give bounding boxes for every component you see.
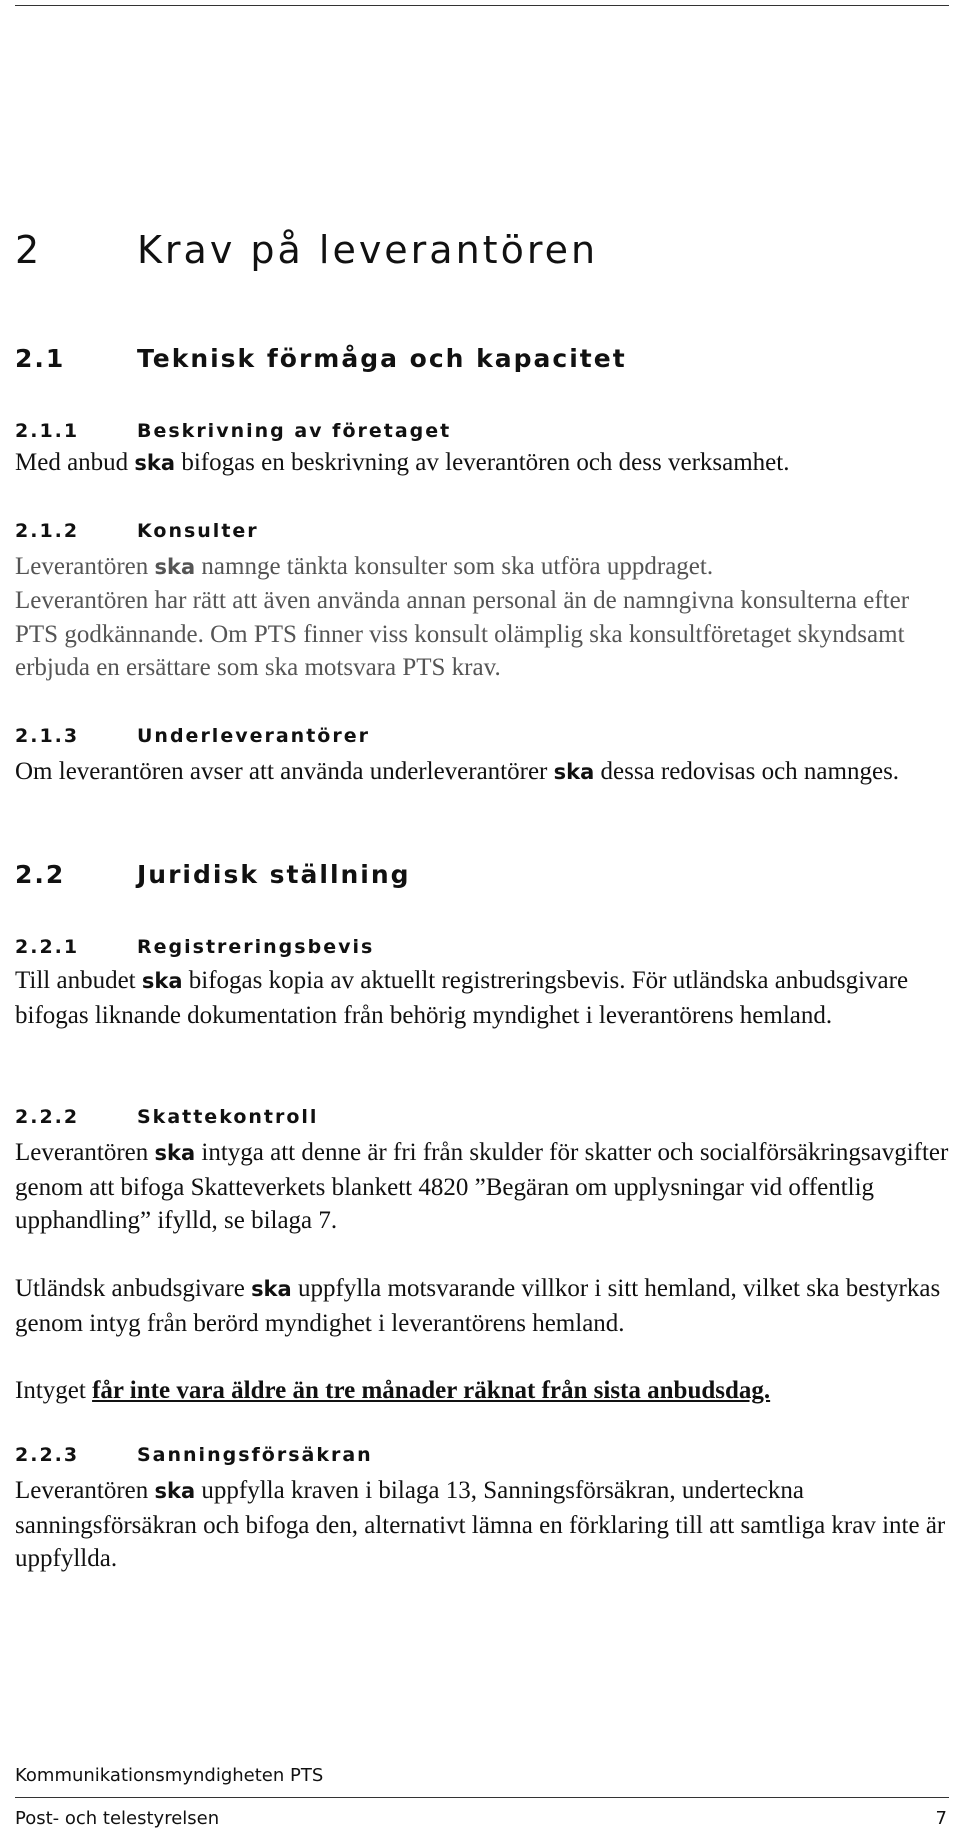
section-heading-2-1 [15, 344, 627, 373]
section-title: Juridisk ställning [137, 860, 411, 889]
chapter-heading [15, 228, 598, 272]
top-rule [15, 5, 949, 6]
footer-rule [15, 1797, 949, 1798]
paragraph-2-1-1: Med anbud ska bifogas en beskrivning av leverantören och dess verksamhet. [15, 449, 790, 476]
subsection-title: Sanningsförsäkran [137, 1444, 373, 1466]
subsection-heading-2-2-2 [15, 1106, 318, 1128]
paragraph-2-1-2-a: Leverantören ska namnge tänkta konsulter som ska utföra uppdraget. [15, 553, 714, 580]
subsection-number: 2.1.2 [15, 520, 80, 542]
paragraph-2-2-2-b: Utländsk anbudsgivare ska uppfylla motsvarande villkor i sitt hemland, vilket ska bestyrkas genom intyg från berörd myndighet i leverantörens hemland. [15, 1275, 941, 1337]
footer-organization: Kommunikationsmyndigheten PTS [15, 1765, 324, 1786]
subsection-number: 2.2.2 [15, 1106, 80, 1128]
subsection-title: Skattekontroll [137, 1106, 319, 1128]
paragraph-2-1-3: Om leverantören avser att använda underleverantörer ska dessa redovisas och namnges. [15, 758, 900, 785]
subsection-title: Underleverantörer [137, 725, 370, 747]
subsection-title: Beskrivning av företaget [137, 420, 452, 442]
subsection-heading-2-1-3 [15, 725, 370, 747]
paragraph-2-2-2-c: Intyget får inte vara äldre än tre månader räknat från sista anbudsdag. [15, 1377, 771, 1404]
subsection-heading-2-2-1 [15, 936, 374, 958]
subsection-number: 2.1.1 [15, 420, 80, 442]
subsection-number: 2.2.3 [15, 1444, 80, 1466]
paragraph-2-2-2-a: Leverantören ska intyga att denne är fri från skulder för skatter och socialförsäkringsavgifter genom att bifoga Skatteverkets blankett 4820 ”Begäran om upplysningar vid offentlig upphandling” ifylld, se bilaga 7. [15, 1139, 949, 1234]
subsection-number: 2.2.1 [15, 936, 80, 958]
subsection-number: 2.1.3 [15, 725, 80, 747]
footer-agency: Post- och telestyrelsen [15, 1808, 220, 1829]
section-number: 2.1 [15, 344, 66, 373]
page-number: 7 [935, 1808, 947, 1829]
section-title: Teknisk förmåga och kapacitet [137, 344, 627, 373]
subsection-heading-2-2-3 [15, 1444, 373, 1466]
paragraph-2-2-1: Till anbudet ska bifogas kopia av aktuellt registreringsbevis. För utländska anbudsgivare bifogas liknande dokumentation från behörig myndighet i leverantörens hemland. [15, 967, 909, 1029]
subsection-heading-2-1-2 [15, 520, 259, 542]
paragraph-2-2-3: Leverantören ska uppfylla kraven i bilaga 13, Sanningsförsäkran, underteckna sanningsförsäkran och bifoga den, alternativt lämna en förklaring till att samtliga krav inte är uppfyllda. [15, 1477, 946, 1572]
chapter-number: 2 [15, 228, 43, 272]
chapter-title: Krav på leverantören [137, 228, 599, 272]
subsection-title: Registreringsbevis [137, 936, 375, 958]
paragraph-2-1-2-b: Leverantören har rätt att även använda annan personal än de namngivna konsulterna efter PTS godkännande. Om PTS finner viss konsult olämplig ska konsultföretaget skyndsamt erbjuda en ersättare som ska motsvara PTS krav. [15, 587, 910, 681]
section-number: 2.2 [15, 860, 66, 889]
subsection-title: Konsulter [137, 520, 259, 542]
section-heading-2-2 [15, 860, 411, 889]
subsection-heading-2-1-1 [15, 420, 451, 442]
